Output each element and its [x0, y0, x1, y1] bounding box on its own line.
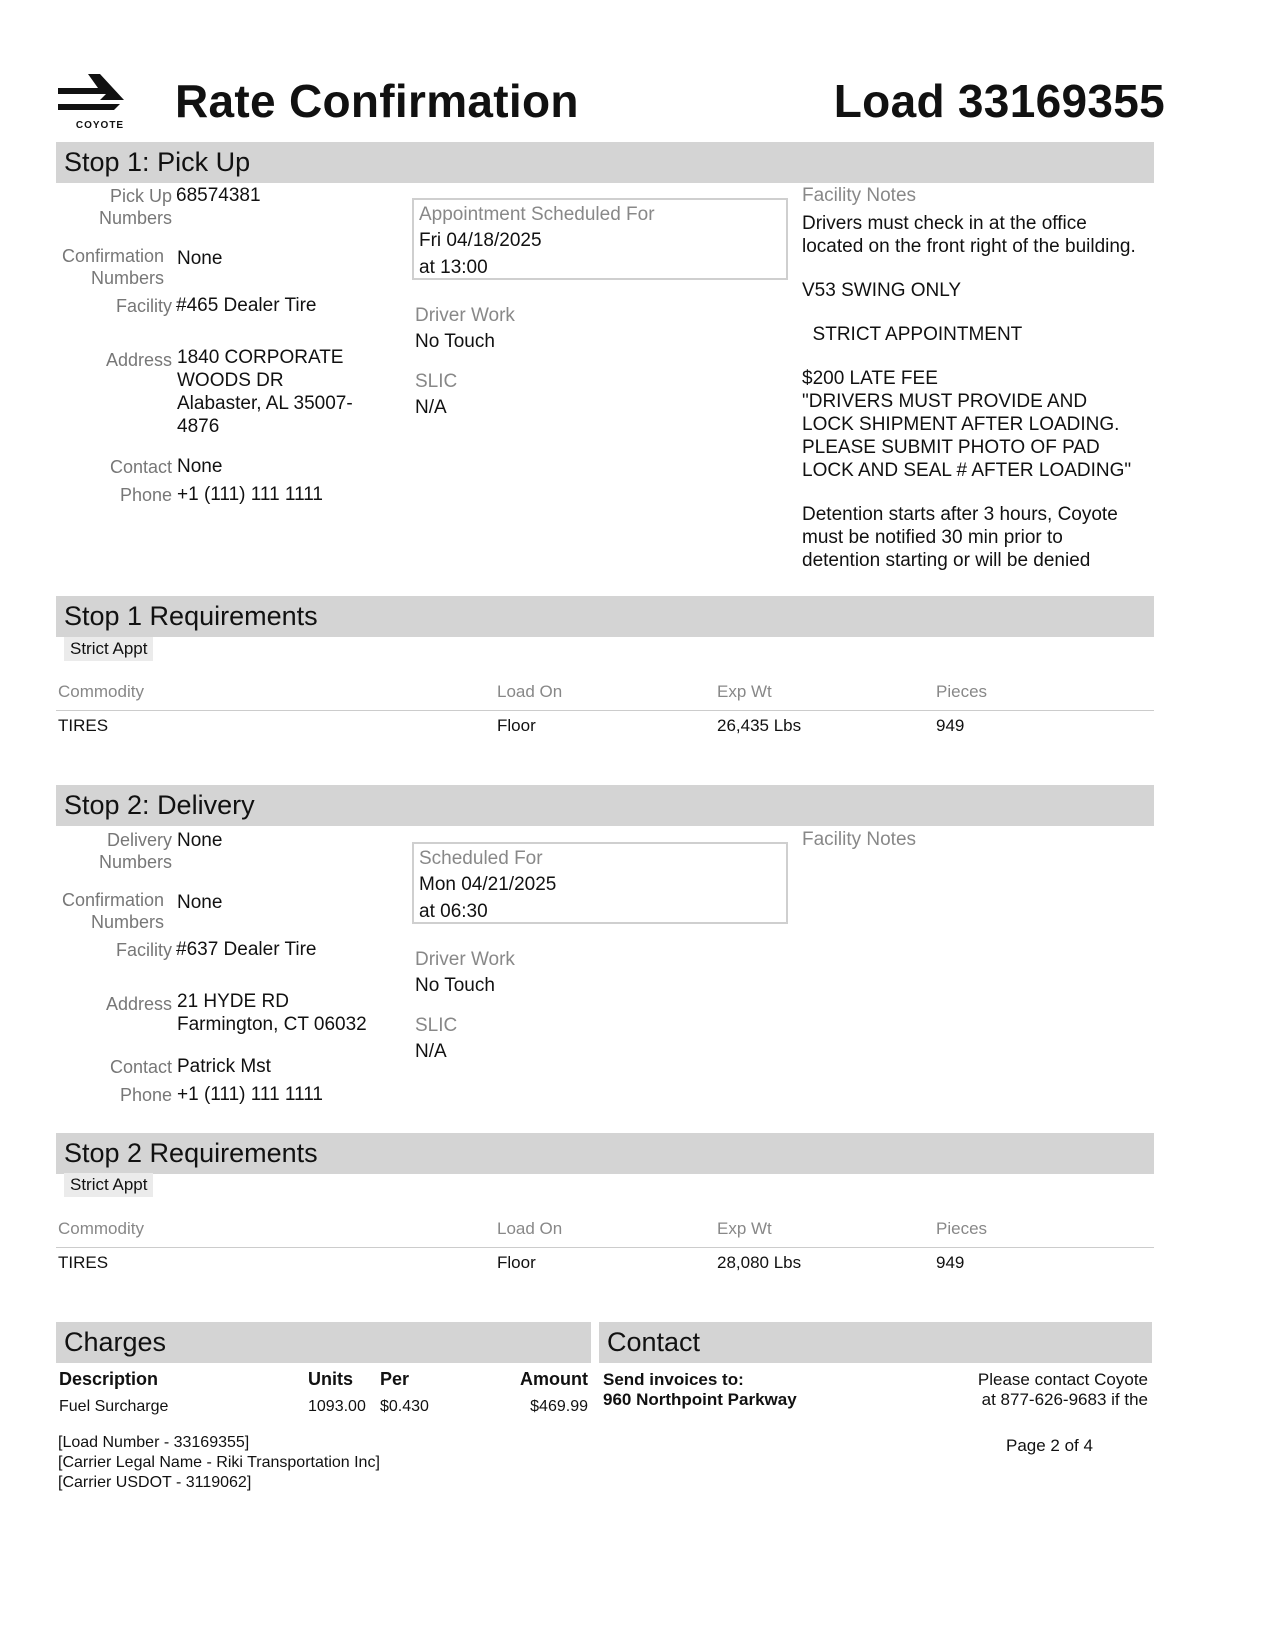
note-line: LOCK SHIPMENT AFTER LOADING.: [802, 414, 1120, 435]
contact-note-line1: Please contact Coyote: [977, 1370, 1148, 1389]
note-line: LOCK AND SEAL # AFTER LOADING": [802, 460, 1132, 481]
stop2-facility-label: Facility: [115, 940, 172, 960]
stop2-address-label: Address: [105, 994, 172, 1014]
col-load-on: Load On: [497, 682, 563, 701]
stop1-slic-label: SLIC: [415, 371, 458, 392]
stop2-phone-label: Phone: [119, 1085, 172, 1105]
charges-col-description: Description: [59, 1369, 159, 1389]
stop2-confirmation-label: [40, 889, 164, 933]
contact-heading: Contact: [607, 1327, 701, 1357]
load-number: Load 33169355: [833, 75, 1165, 127]
appointment-time: at 06:30: [419, 901, 488, 922]
charge-amount: $469.99: [530, 1398, 588, 1415]
stop1-confirmation-label: [40, 245, 164, 289]
stop1-slic: N/A: [415, 397, 447, 418]
label-line: Numbers: [98, 208, 172, 228]
stop1-driver-work: No Touch: [415, 331, 495, 352]
stop2-facility: #637 Dealer Tire: [176, 939, 317, 960]
cell-commodity: TIRES: [58, 1253, 109, 1272]
cell-commodity: TIRES: [58, 716, 109, 735]
stop2-slic-label: SLIC: [415, 1015, 458, 1036]
col-pieces: Pieces: [936, 682, 988, 701]
stop1-contact: None: [177, 456, 223, 477]
stop1-heading: Stop 1: Pick Up: [64, 147, 251, 177]
stop1-address-label: Address: [105, 350, 172, 370]
charges-col-amount: Amount: [520, 1369, 588, 1389]
stop1-facility-notes: [802, 212, 1162, 572]
note-line: located on the front right of the building.: [802, 236, 1136, 257]
stop1-facility-notes-label: Facility Notes: [802, 185, 917, 206]
table-divider: [56, 1247, 1154, 1248]
invoice-address: 960 Northpoint Parkway: [603, 1390, 797, 1409]
note-line: Drivers must check in at the office: [802, 213, 1087, 234]
stop1-numbers: 68574381: [176, 185, 261, 206]
cell-pieces: 949: [936, 716, 965, 735]
address-line: WOODS DR: [177, 370, 284, 391]
charge-units: 1093.00: [308, 1398, 366, 1415]
charge-per: $0.430: [380, 1398, 429, 1415]
logo-text: COYOTE: [75, 120, 125, 131]
stop2-confirmation: None: [177, 892, 223, 913]
charges-header: [56, 1322, 591, 1363]
stop1-address: [177, 346, 353, 438]
appointment-time: at 13:00: [419, 257, 488, 278]
stop1-strict-appt-badge: Strict Appt: [64, 637, 153, 661]
stop2-driver-work: No Touch: [415, 975, 495, 996]
charges-col-units: Units: [308, 1369, 353, 1389]
col-load-on: Load On: [497, 1219, 563, 1238]
cell-exp-wt: 28,080 Lbs: [717, 1253, 802, 1272]
note-line: [802, 482, 1162, 503]
label-line: Confirmation: [61, 246, 164, 266]
stop2-strict-appt-badge: Strict Appt: [64, 1173, 153, 1197]
appointment-date: Fri 04/18/2025: [419, 230, 542, 251]
cell-pieces: 949: [936, 1253, 965, 1272]
stop2-appointment-box: [412, 842, 788, 924]
stop2-phone: +1 (111) 111 1111: [177, 1084, 323, 1105]
stop2-address: [177, 990, 367, 1036]
note-line: STRICT APPOINTMENT: [802, 324, 1023, 345]
stop1-confirmation: None: [177, 248, 223, 269]
note-line: Detention starts after 3 hours, Coyote: [802, 504, 1118, 525]
note-line: "DRIVERS MUST PROVIDE AND: [802, 391, 1088, 412]
footer-load-number: [Load Number - 33169355]: [58, 1434, 250, 1451]
appointment-date: Mon 04/21/2025: [419, 874, 557, 895]
appointment-title: Scheduled For: [419, 848, 543, 869]
stop2-slic: N/A: [415, 1041, 447, 1062]
charge-description: Fuel Surcharge: [59, 1398, 169, 1415]
note-line: must be notified 30 min prior to: [802, 527, 1063, 548]
stop1-header: [56, 142, 1154, 183]
appointment-title: Appointment Scheduled For: [419, 204, 655, 225]
note-line: detention starting or will be denied: [802, 550, 1091, 571]
label-line: Pick Up: [109, 186, 172, 206]
send-invoices-label: Send invoices to:: [603, 1370, 744, 1389]
stop1-phone: +1 (111) 111 1111: [177, 484, 323, 505]
stop2-facility-notes-label: Facility Notes: [802, 829, 917, 850]
stop2-numbers: None: [177, 830, 223, 851]
contact-note-line2: at 877-626-9683 if the: [981, 1390, 1148, 1409]
stop1-facility-label: Facility: [115, 296, 172, 316]
table-divider: [56, 710, 1154, 711]
note-line: V53 SWING ONLY: [802, 280, 962, 301]
address-line: Farmington, CT 06032: [177, 1014, 367, 1035]
note-line: [802, 302, 1162, 323]
address-line: 4876: [177, 416, 220, 437]
label-line: Numbers: [98, 852, 172, 872]
page-number: Page 2 of 4: [1006, 1436, 1093, 1455]
stop1-phone-label: Phone: [119, 485, 172, 505]
stop2-driver-work-label: Driver Work: [415, 949, 515, 970]
stop1-facility: #465 Dealer Tire: [176, 295, 317, 316]
address-line: 1840 CORPORATE: [177, 347, 344, 368]
address-line: Alabaster, AL 35007-: [177, 393, 353, 414]
stop1-requirements-header: [56, 596, 1154, 637]
footer-reference: [58, 1433, 380, 1493]
stop2-contact: Patrick Mst: [177, 1056, 271, 1077]
label-line: Numbers: [90, 268, 164, 288]
footer-carrier-usdot: [Carrier USDOT - 3119062]: [58, 1474, 252, 1491]
page-title: Rate Confirmation: [175, 75, 579, 127]
col-exp-wt: Exp Wt: [717, 1219, 772, 1238]
stop1-numbers-label: [40, 185, 172, 229]
label-line: Delivery: [106, 830, 172, 850]
stop2-numbers-label: [40, 829, 172, 873]
note-line: [802, 258, 1162, 279]
charges-heading: Charges: [64, 1327, 167, 1357]
note-line: [802, 346, 1162, 367]
cell-load-on: Floor: [497, 716, 536, 735]
stop2-heading: Stop 2: Delivery: [64, 790, 255, 820]
cell-exp-wt: 26,435 Lbs: [717, 716, 802, 735]
label-line: Confirmation: [61, 890, 164, 910]
charges-col-per: Per: [380, 1369, 410, 1389]
cell-load-on: Floor: [497, 1253, 536, 1272]
stop1-appointment-box: [412, 198, 788, 280]
note-line: PLEASE SUBMIT PHOTO OF PAD: [802, 437, 1100, 458]
stop2-contact-label: Contact: [109, 1057, 172, 1077]
coyote-logo: [58, 70, 138, 132]
coyote-logo-icon: [58, 70, 138, 120]
note-line: $200 LATE FEE: [802, 368, 938, 389]
stop2-requirements-heading: Stop 2 Requirements: [64, 1138, 318, 1168]
stop1-requirements-heading: Stop 1 Requirements: [64, 601, 318, 631]
stop2-header: [56, 785, 1154, 826]
col-commodity: Commodity: [58, 682, 144, 701]
contact-header: [599, 1322, 1152, 1363]
label-line: Numbers: [90, 912, 164, 932]
footer-carrier-name: [Carrier Legal Name - Riki Transportation Inc]: [58, 1454, 380, 1471]
stop2-requirements-header: [56, 1133, 1154, 1174]
col-commodity: Commodity: [58, 1219, 144, 1238]
address-line: 21 HYDE RD: [177, 991, 289, 1012]
stop1-contact-label: Contact: [109, 457, 172, 477]
stop1-driver-work-label: Driver Work: [415, 305, 515, 326]
col-pieces: Pieces: [936, 1219, 988, 1238]
col-exp-wt: Exp Wt: [717, 682, 772, 701]
